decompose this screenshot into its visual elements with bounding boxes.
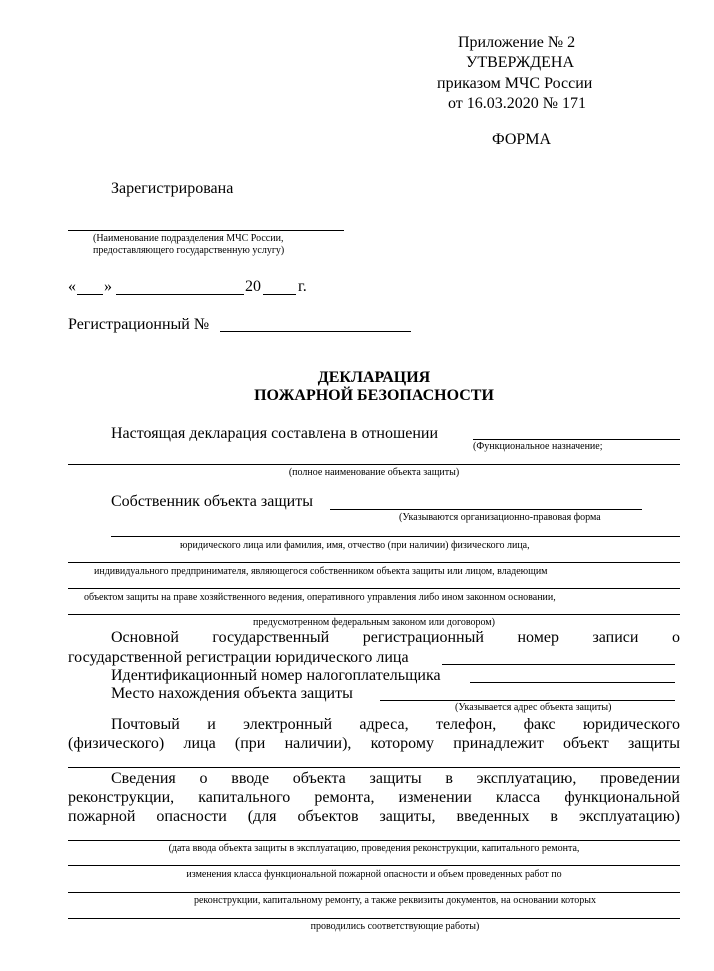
reg-number-field[interactable]	[220, 331, 411, 332]
contacts-field[interactable]	[68, 767, 680, 768]
contacts-label: Почтовый и электронный адреса, телефон, факс юридического	[111, 716, 680, 733]
owner-field[interactable]	[330, 509, 642, 510]
commission-label: пожарной опасности (для объектов защиты, введенных в эксплуатацию)	[68, 808, 680, 825]
regarding-caption: (Функциональное назначение;	[473, 441, 603, 452]
owner-label: Собственник объекта защиты	[111, 493, 313, 510]
commission-field[interactable]	[68, 918, 680, 919]
date-year-field[interactable]	[263, 294, 296, 295]
registered-label: Зарегистрирована	[111, 180, 234, 197]
commission-label: реконструкции, капитального ремонта, изменении класса функциональной	[68, 789, 680, 806]
owner-caption: предусмотренном федеральным законом или договором)	[253, 617, 495, 628]
commission-field[interactable]	[68, 892, 680, 893]
location-label: Место нахождения объекта защиты	[111, 685, 353, 702]
date-close-quote: »	[104, 278, 112, 295]
commission-caption: изменения класса функциональной пожарной опасности и объем проведенных работ по	[186, 869, 562, 880]
commission-field[interactable]	[68, 865, 680, 866]
owner-caption: объектом защиты на праве хозяйственного ведения, оперативного управления либо ином законном основании,	[84, 592, 556, 603]
date-year-prefix: 20	[245, 278, 261, 295]
commission-label: Сведения о вводе объекта защиты в эксплуатацию, проведении	[111, 770, 680, 787]
order-issuer: приказом МЧС России	[437, 75, 593, 92]
object-name-field[interactable]	[68, 464, 680, 465]
approved-label: УТВЕРЖДЕНА	[466, 54, 575, 71]
contacts-label: (физического) лица (при наличии), которому принадлежит объект защиты	[68, 735, 680, 752]
owner-caption: индивидуального предпринимателя, являющегося собственником объекта защиты или лицом, владеющим	[94, 566, 548, 577]
date-open-quote: «	[68, 278, 76, 295]
functional-purpose-field[interactable]	[473, 439, 680, 440]
commission-field[interactable]	[68, 840, 680, 841]
commission-caption: реконструкции, капитальному ремонту, а также реквизиты документов, на основании которых	[193, 895, 597, 906]
unit-caption: предоставляющего государственную услугу)	[93, 245, 285, 256]
location-field[interactable]	[380, 700, 675, 701]
inn-label: Идентификационный номер налогоплательщика	[111, 667, 441, 684]
unit-name-field[interactable]	[68, 230, 344, 231]
regarding-label: Настоящая декларация составлена в отношении	[111, 425, 439, 442]
date-year-suffix: г.	[298, 278, 307, 295]
ogrn-field[interactable]	[442, 664, 675, 665]
commission-caption: (дата ввода объекта защиты в эксплуатацию, проведения реконструкции, капитального ремонта,	[168, 843, 580, 854]
declaration-title: ДЕКЛАРАЦИЯ	[317, 369, 431, 386]
commission-caption: проводились соответствующие работы)	[310, 921, 480, 932]
owner-field[interactable]	[111, 536, 680, 537]
form-label: ФОРМА	[492, 131, 552, 148]
date-day-field[interactable]	[77, 294, 103, 295]
unit-caption: (Наименование подразделения МЧС России,	[93, 233, 284, 244]
order-date-number: от 16.03.2020 № 171	[448, 95, 587, 112]
owner-field[interactable]	[68, 562, 680, 563]
owner-field[interactable]	[68, 614, 680, 615]
inn-field[interactable]	[470, 682, 675, 683]
owner-caption: (Указываются организационно-правовая форма	[399, 512, 601, 523]
ogrn-label: государственной регистрации юридического лица	[68, 649, 409, 666]
owner-caption: юридического лица или фамилия, имя, отчество (при наличии) физического лица,	[180, 540, 530, 551]
reg-number-label: Регистрационный №	[68, 316, 210, 333]
object-name-caption: (полное наименование объекта защиты)	[288, 467, 460, 478]
declaration-title: ПОЖАРНОЙ БЕЗОПАСНОСТИ	[254, 387, 494, 404]
appendix-number: Приложение № 2	[458, 34, 576, 51]
owner-field[interactable]	[68, 588, 680, 589]
date-month-field[interactable]	[116, 294, 244, 295]
ogrn-label: Основной государственный регистрационный номер записи о	[111, 629, 680, 646]
location-caption: (Указывается адрес объекта защиты)	[455, 702, 612, 713]
